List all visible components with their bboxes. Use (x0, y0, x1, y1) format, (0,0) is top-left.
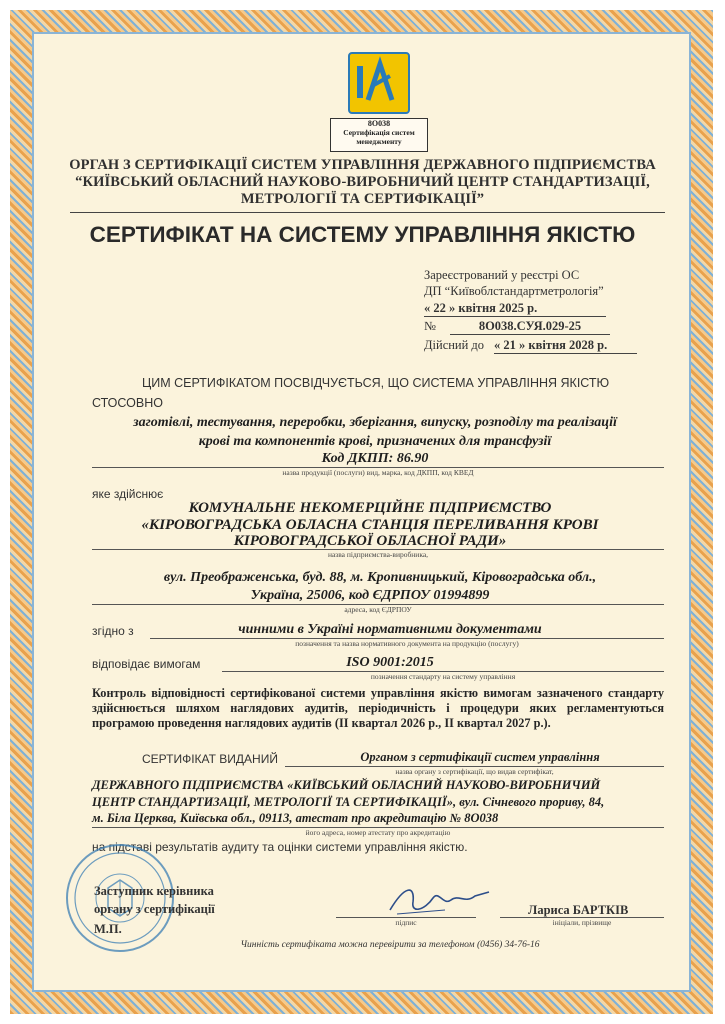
address-line2: Україна, 25006, код ЄДРПОУ 01994899 (250, 588, 490, 603)
requirements-caption: позначення стандарту на систему управління (370, 672, 516, 681)
surveillance-paragraph: Контроль відповідності сертифікованої системи управління якістю вимогам зазначеного стандарту здійснюється шляхом наглядових аудитів, періодичність і процедури яких регламентуються програмою проведення наглядових аудитів (ІІ квартал 2026 р., ІІ квартал 2027 р.). (92, 686, 664, 730)
enterprise-line3: КІРОВОГРАДСЬКОЇ ОБЛАСНОЇ РАДИ» (233, 533, 507, 549)
signatory-role-line2: органу з сертифікації (94, 902, 215, 916)
registry-number: 8О038.СУЯ.029-25 (450, 319, 612, 335)
requirements-standard: ISO 9001:2015 (346, 655, 434, 670)
registry-line1: Зареєстрований у реєстрі ОС (424, 268, 580, 282)
header-divider (70, 212, 665, 213)
stamp-place-label: М.П. (94, 922, 122, 936)
issuer-line2: ЦЕНТР СТАНДАРТИЗАЦІЇ, МЕТРОЛОГІЇ ТА СЕРТИФІКАЦІЇ», вул. Січневого прориву, 84, (92, 795, 605, 809)
issued-body: Органом з сертифікації систем управління (360, 750, 600, 764)
organization-line1: ОРГАН З СЕРТИФІКАЦІЇ СИСТЕМ УПРАВЛІННЯ ДЕРЖАВНОГО ПІДПРИЄМСТВА (69, 157, 656, 173)
registry-date: « 22 » квітня 2025 р. (424, 301, 610, 317)
valid-until-label: Дійсний до (424, 338, 485, 352)
scope-line1: заготівлі, тестування, переробки, зберігання, випуску, розподілу та реалізації (133, 415, 617, 430)
issued-caption: назва органу з сертифікації, що видав сертифікат, (395, 767, 554, 776)
name-caption: ініціали, прізвище (552, 918, 612, 927)
certify-statement-cont: СТОСОВНО (92, 396, 163, 410)
signatory-role-line1: Заступник керівника (94, 884, 214, 898)
certificate-title: СЕРТИФІКАТ НА СИСТЕМУ УПРАВЛІННЯ ЯКІСТЮ (89, 222, 636, 247)
logo-caption-line1: Сертифікація систем (343, 128, 415, 137)
scope-caption: назва продукції (послуги) вид, марка, код ДКПП, код КВЕД (282, 468, 474, 477)
implements-label: яке здійснює (92, 487, 164, 501)
scope-line2: крові та компонентів крові, призначених для трансфузії (198, 434, 552, 449)
verification-footer: Чинність сертифіката можна перевірити за телефоном (0456) 34-76-16 (240, 940, 540, 950)
issuer-line3: м. Біла Церква, Київська обл., 09113, атестат про акредитацію № 8О038 (92, 811, 499, 825)
signature-caption: підпис (395, 918, 417, 927)
organization-line2: “КИЇВСЬКИЙ ОБЛАСНИЙ НАУКОВО-ВИРОБНИЧИЙ ЦЕНТР СТАНДАРТИЗАЦІЇ, (75, 174, 650, 190)
according-value: чинними в Україні нормативними документами (238, 622, 542, 637)
according-label: згідно з (92, 624, 134, 638)
address-caption: адреса, код ЄДРПОУ (344, 605, 412, 614)
logo-code: 8О038 (367, 119, 391, 128)
signature-icon (385, 880, 495, 920)
basis-statement: на підставі результатів аудиту та оцінки системи управління якістю. (92, 840, 468, 854)
issued-label: СЕРТИФІКАТ ВИДАНИЙ (142, 752, 278, 766)
logo-caption-box (330, 118, 428, 152)
enterprise-line2: «КІРОВОГРАДСЬКА ОБЛАСНА СТАНЦІЯ ПЕРЕЛИВАННЯ КРОВІ (141, 517, 599, 533)
according-caption: позначення та назва нормативного документа на продукцію (послугу) (295, 639, 519, 648)
registry-line2: ДП “Київоблстандартметрологія” (424, 284, 604, 298)
requirements-label: відповідає вимогам (92, 657, 201, 671)
enterprise-line1: КОМУНАЛЬНЕ НЕКОМЕРЦІЙНЕ ПІДПРИЄМСТВО (188, 500, 552, 516)
enterprise-caption: назва підприємства-виробника, (327, 550, 429, 559)
signatory-name: Лариса БАРТКІВ (528, 903, 629, 917)
issuer-caption: його адреса, номер атестату про акредитацію (305, 828, 451, 837)
valid-until-date: « 21 » квітня 2028 р. (494, 338, 639, 354)
address-line1: вул. Преображенська, буд. 88, м. Кропивницький, Кіровоградська обл., (163, 570, 597, 585)
organization-line3: МЕТРОЛОГІЇ ТА СЕРТИФІКАЦІЇ” (240, 191, 485, 207)
certification-logo (348, 52, 410, 114)
registry-number-label: № (424, 319, 436, 333)
logo-caption-line2: менеджменту (356, 137, 402, 146)
certify-statement: ЦИМ СЕРТИФІКАТОМ ПОСВІДЧУЄТЬСЯ, ЩО СИСТЕМА УПРАВЛІННЯ ЯКІСТЮ (142, 376, 610, 390)
scope-code: Код ДКПП: 86.90 (321, 451, 429, 466)
issuer-line1: ДЕРЖАВНОГО ПІДПРИЄМСТВА «КИЇВСЬКИЙ ОБЛАСНИЙ НАУКОВО-ВИРОБНИЧИЙ (92, 778, 601, 792)
